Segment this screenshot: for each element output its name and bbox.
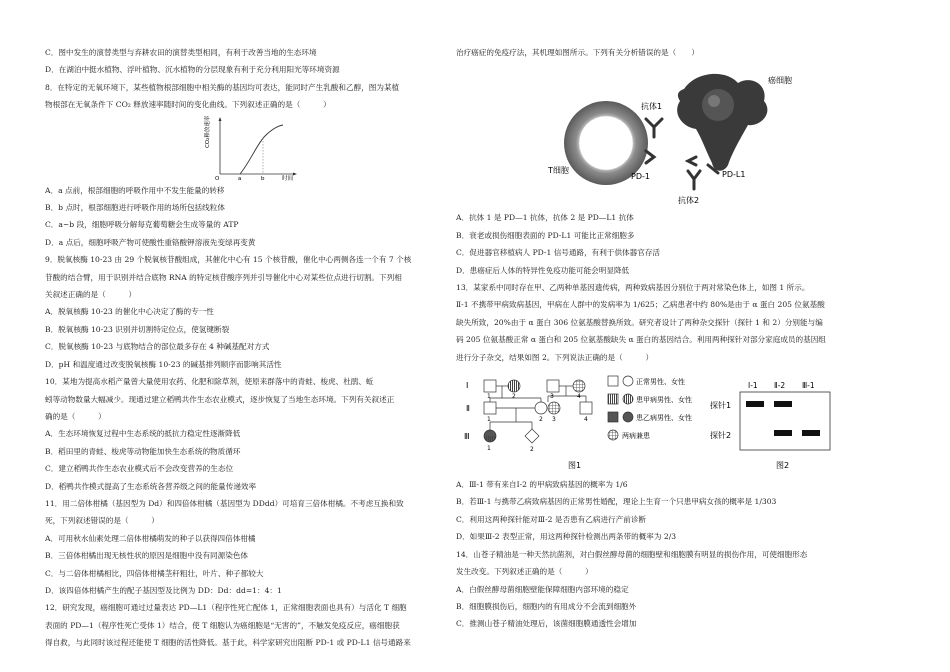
question-13-stem: Ⅱ-1 不携带甲病致病基因，甲病在人群中的发病率为 1/625；乙病患者中约 80%是由于 α 蛋白 205 位氨基酸	[456, 300, 825, 310]
question-13-stem: 进行分子杂交，结果如图 2。下列说法正确的是（ ）	[456, 352, 654, 362]
option-line: B．衰老或损伤细胞表面的 PD-L1 可能比正常细胞多	[456, 230, 635, 240]
num-label: 4	[584, 416, 588, 424]
pedigree-II1	[484, 402, 496, 414]
antibody-2	[688, 171, 700, 189]
question-11-stem: 11．用二倍体柑橘（基因型为 Dd）和四倍体柑橘（基因型为 DDdd）可培育三倍体柑橘。不考虑互换和致	[45, 498, 404, 508]
num-label: 2	[530, 446, 534, 454]
antibody-1	[646, 119, 662, 137]
legend-normal: 正常男性、女性	[636, 378, 685, 387]
question-9-stem: 9．脱氧核酶 10-23 由 29 个脱氧核苷酸组成，其催化中心有 15 个核苷酸，催化中心两侧各连一个有 7 个核	[45, 255, 412, 265]
option-line: B．脱氧核酶 10-23 识别并切割特定位点，使氢键断裂	[45, 324, 230, 334]
lane-label: Ⅱ-2	[774, 381, 786, 391]
question-8-stem: 物根部在无氧条件下 CO₂ 释放速率随时间的变化曲线。下列叙述正确的是（ ）	[45, 100, 331, 110]
question-10-stem: 确的是（ ）	[45, 411, 106, 421]
option-line: B．若Ⅲ-1 与携带乙病致病基因的正常男性婚配，理论上生育一个只患甲病女孩的概率是 1/303	[456, 497, 777, 507]
option-line: A．可用秋水仙素处理二倍体柑橘萌发的种子以获得四倍体柑橘	[45, 533, 256, 543]
option-line: C．a~b 段，细胞呼吸分解每克葡萄糖会生成等量的 ATP	[45, 220, 239, 230]
option-line: A．脱氧核酶 10-23 的催化中心决定了酶的专一性	[45, 307, 214, 317]
legend-both: 两病兼患	[622, 432, 650, 441]
gen-III-label: Ⅲ	[464, 432, 470, 442]
question-14-stem: 14．山苍子精油是一种天然抗菌剂，对白假丝酵母菌的细胞壁和细胞膜有明显的损伤作用，可使细胞形态	[456, 549, 808, 559]
question-8-stem: 8．在特定的无氧环境下，某些植物根部细胞中相关酶的基因均可表达，能同时产生乳酸和乙醇，图为某植	[45, 82, 400, 92]
option-line: D．稻鸭共作模式提高了生态系统各营养级之间的能量传递效率	[45, 481, 257, 491]
question-13-stem: 码 205 位氨基酸正常 α 蛋白和 205 位氨基酸缺失 α 蛋白的基因结合。利用两种探针对部分家庭成员的基因组	[456, 335, 826, 345]
pd1-receptor	[646, 151, 654, 163]
num-label: 2	[512, 393, 516, 401]
option-line: C．脱氧核酶 10-23 与底物结合的部位最多存在 4 种碱基配对方式	[45, 342, 270, 352]
num-label: 1	[487, 445, 491, 453]
question-12-stem: 表面的 PD—1（程序性死亡受体 1）结合，使 T 细胞认为癌细胞是“无害的”，不触发免疫反应，癌细胞获	[45, 620, 400, 630]
question-12-stem: 得自救，与此同时该过程还能使 T 细胞的活性降低。基于此，科学家研究出阻断 PD-1 或 PD-L1 信号通路来	[45, 638, 411, 648]
question-13-stem: 缺失所致，20%由于 α 蛋白 306 位氨基酸替换所致。研究者设计了两种杂交探针（探针 1 和 2）分别能与编	[456, 317, 823, 327]
option-line: D．该四倍体柑橘产生的配子基因型及比例为 DD：Dd：dd=1：4：1	[45, 585, 282, 595]
pedigree-I4	[573, 380, 585, 392]
question-9-stem: 苷酸的结合臂，用于识别并结合底物 RNA 的特定核苷酸序列并引导催化中心对某些位点进行切割。下列相	[45, 272, 402, 282]
question-12-stem: 治疗癌症的免疫疗法，其机理如图所示。下列有关分析错误的是（ ）	[456, 48, 699, 57]
figure-2-caption: 图2	[776, 461, 790, 471]
co2-graph-svg	[45, 114, 437, 182]
pedigree-I2	[508, 380, 520, 392]
probe-1-label: 探针1	[710, 401, 732, 411]
immunotherapy-figure	[456, 61, 876, 209]
question-9-stem: 关叙述正确的是（ ）	[45, 290, 137, 300]
band	[774, 430, 792, 436]
option-line: D．如果Ⅲ-2 表型正常，用这两种探针检测出两条带的概率为 2/3	[456, 532, 677, 542]
num-label: 3	[550, 393, 554, 401]
graph-origin: O	[215, 175, 220, 182]
option-line: B．细胞膜损伤后，细胞内的有用成分不会流到细胞外	[456, 601, 637, 611]
graph-tick-b: b	[261, 175, 265, 182]
option-line: C．推测山苍子精油处理后，该菌细胞膜通透性会增加	[456, 619, 637, 629]
band	[774, 401, 792, 407]
legend-disease-b: 患乙病男性、女性	[636, 414, 692, 423]
label-antibody-2: 抗体2	[678, 196, 700, 206]
graph-ylabel: CO₂释放速率	[205, 115, 211, 148]
legend-disease-a: 患甲病男性、女性	[636, 396, 692, 405]
pedigree-svg	[456, 366, 876, 476]
graph-tick-a: a	[238, 175, 242, 182]
question-14-stem: 发生改变。下列叙述正确的是（ ）	[456, 567, 593, 577]
label-pdl1: PD-L1	[722, 170, 746, 180]
question-11-stem: 死，下列叙述错误的是（ ）	[45, 516, 159, 526]
question-10-stem: 蚓等动物数量大幅减少。现通过建立稻鸭共作生态农业模式，逐步恢复了当地生态环境。下列有关叙述正	[45, 394, 395, 404]
option-line: A．白假丝酵母菌细胞壁能保障细胞内部环境的稳定	[456, 584, 629, 594]
question-12-stem: 12．研究发现，癌细胞可通过过量表达 PD—L1（程序性死亡配体 1，正常细胞表面也具有）与活化 T 细胞	[45, 603, 407, 613]
num-label: 3	[552, 416, 556, 424]
pedigree-legend	[608, 376, 692, 440]
option-line: C．促进器官移植病人 PD-1 信号通路，有利于供体器官存活	[456, 248, 661, 258]
lane-label: Ⅲ-1	[802, 381, 815, 391]
pedigree-III2	[525, 429, 539, 443]
pedigree-I3	[547, 380, 559, 392]
option-line: C．建立稻鸭共作生态农业模式后不会改变营养的生态位	[45, 464, 234, 474]
option-line: D．pH 和温度通过改变脱氧核酶 10-23 的碱基排列顺序而影响其活性	[45, 359, 282, 369]
option-line: D．患癌症后人体的特异性免疫功能可能会明显降低	[456, 265, 630, 275]
pedigree-and-blot-figure	[456, 366, 876, 476]
pedigree-II3	[548, 402, 560, 414]
option-line: B．三倍体柑橘出现无核性状的原因是细胞中没有同源染色体	[45, 551, 249, 561]
option-line: D．a 点后，细胞呼吸产物可使酸性重铬酸钾溶液先变绿再变黄	[45, 237, 256, 247]
pedigree-II2	[535, 402, 547, 414]
option-line: C．利用这两种探针能对Ⅲ-2 是否患有乙病进行产前诊断	[456, 514, 647, 524]
option-line: B．b 点时，根部细胞进行呼吸作用的场所包括线粒体	[45, 203, 225, 213]
question-10-stem: 10．某地为提高水稻产量曾大量使用农药、化肥和除草剂，使原来群落中的青蛙、梭虎、杜鹃、蚯	[45, 377, 374, 387]
label-antibody-1: 抗体1	[641, 102, 663, 112]
co2-curve	[240, 125, 283, 174]
left-column	[45, 44, 437, 652]
option-line: C．与二倍体柑橘相比，四倍体柑橘茎秆粗壮，叶片、种子都较大	[45, 568, 264, 578]
graph-xlabel: 时间	[282, 175, 294, 182]
probe-2-label: 探针2	[710, 431, 732, 441]
right-column	[456, 44, 876, 633]
cancer-cell	[677, 74, 767, 171]
gen-I-label: Ⅰ	[466, 381, 469, 391]
option-line: A．生态环境恢复过程中生态系统的抵抗力稳定性逐渐降低	[45, 429, 241, 439]
num-label: 4	[577, 393, 581, 401]
co2-release-graph	[45, 114, 437, 182]
lane-label: Ⅰ-1	[748, 381, 758, 391]
question-13-stem: 13．某家系中同时存在甲、乙两种单基因遗传病，两种致病基因分别位于两对常染色体上，如图 1 所示。	[456, 283, 810, 293]
pedigree-II4	[580, 402, 592, 414]
gen-II-label: Ⅱ	[466, 404, 470, 414]
band	[802, 430, 820, 436]
band	[746, 401, 764, 407]
hybridization-blot	[710, 381, 830, 470]
immunotherapy-svg	[456, 61, 876, 209]
option-line: A．抗体 1 是 PD—1 抗体，抗体 2 是 PD—L1 抗体	[456, 213, 634, 223]
option-line: A．a 点前，根部细胞的呼吸作用中不发生能量的转移	[45, 185, 225, 195]
figure-1-caption: 图1	[568, 461, 582, 471]
num-label: 2	[539, 416, 543, 424]
num-label: 1	[487, 416, 491, 424]
num-label: 1	[487, 393, 491, 401]
option-line: B．稻田里的青蛙、梭虎等动物能加快生态系统的物质循环	[45, 446, 241, 456]
text-line: D．在湖泊中挺水植物、浮叶植物、沉水植物的分层现象有利于充分利用阳光等环境资源	[45, 65, 340, 75]
text-line: C．图中发生的演替类型与弃耕农田的演替类型相同，有利于改善当地的生态环境	[45, 48, 317, 57]
label-t-cell: T细胞	[548, 166, 569, 176]
label-pd1: PD-1	[631, 172, 650, 182]
label-cancer-cell: 癌细胞	[768, 76, 792, 86]
pedigree-I1	[484, 380, 496, 392]
option-line: A．Ⅲ-1 带有来自Ⅰ-2 的甲病致病基因的概率为 1/6	[456, 480, 628, 490]
